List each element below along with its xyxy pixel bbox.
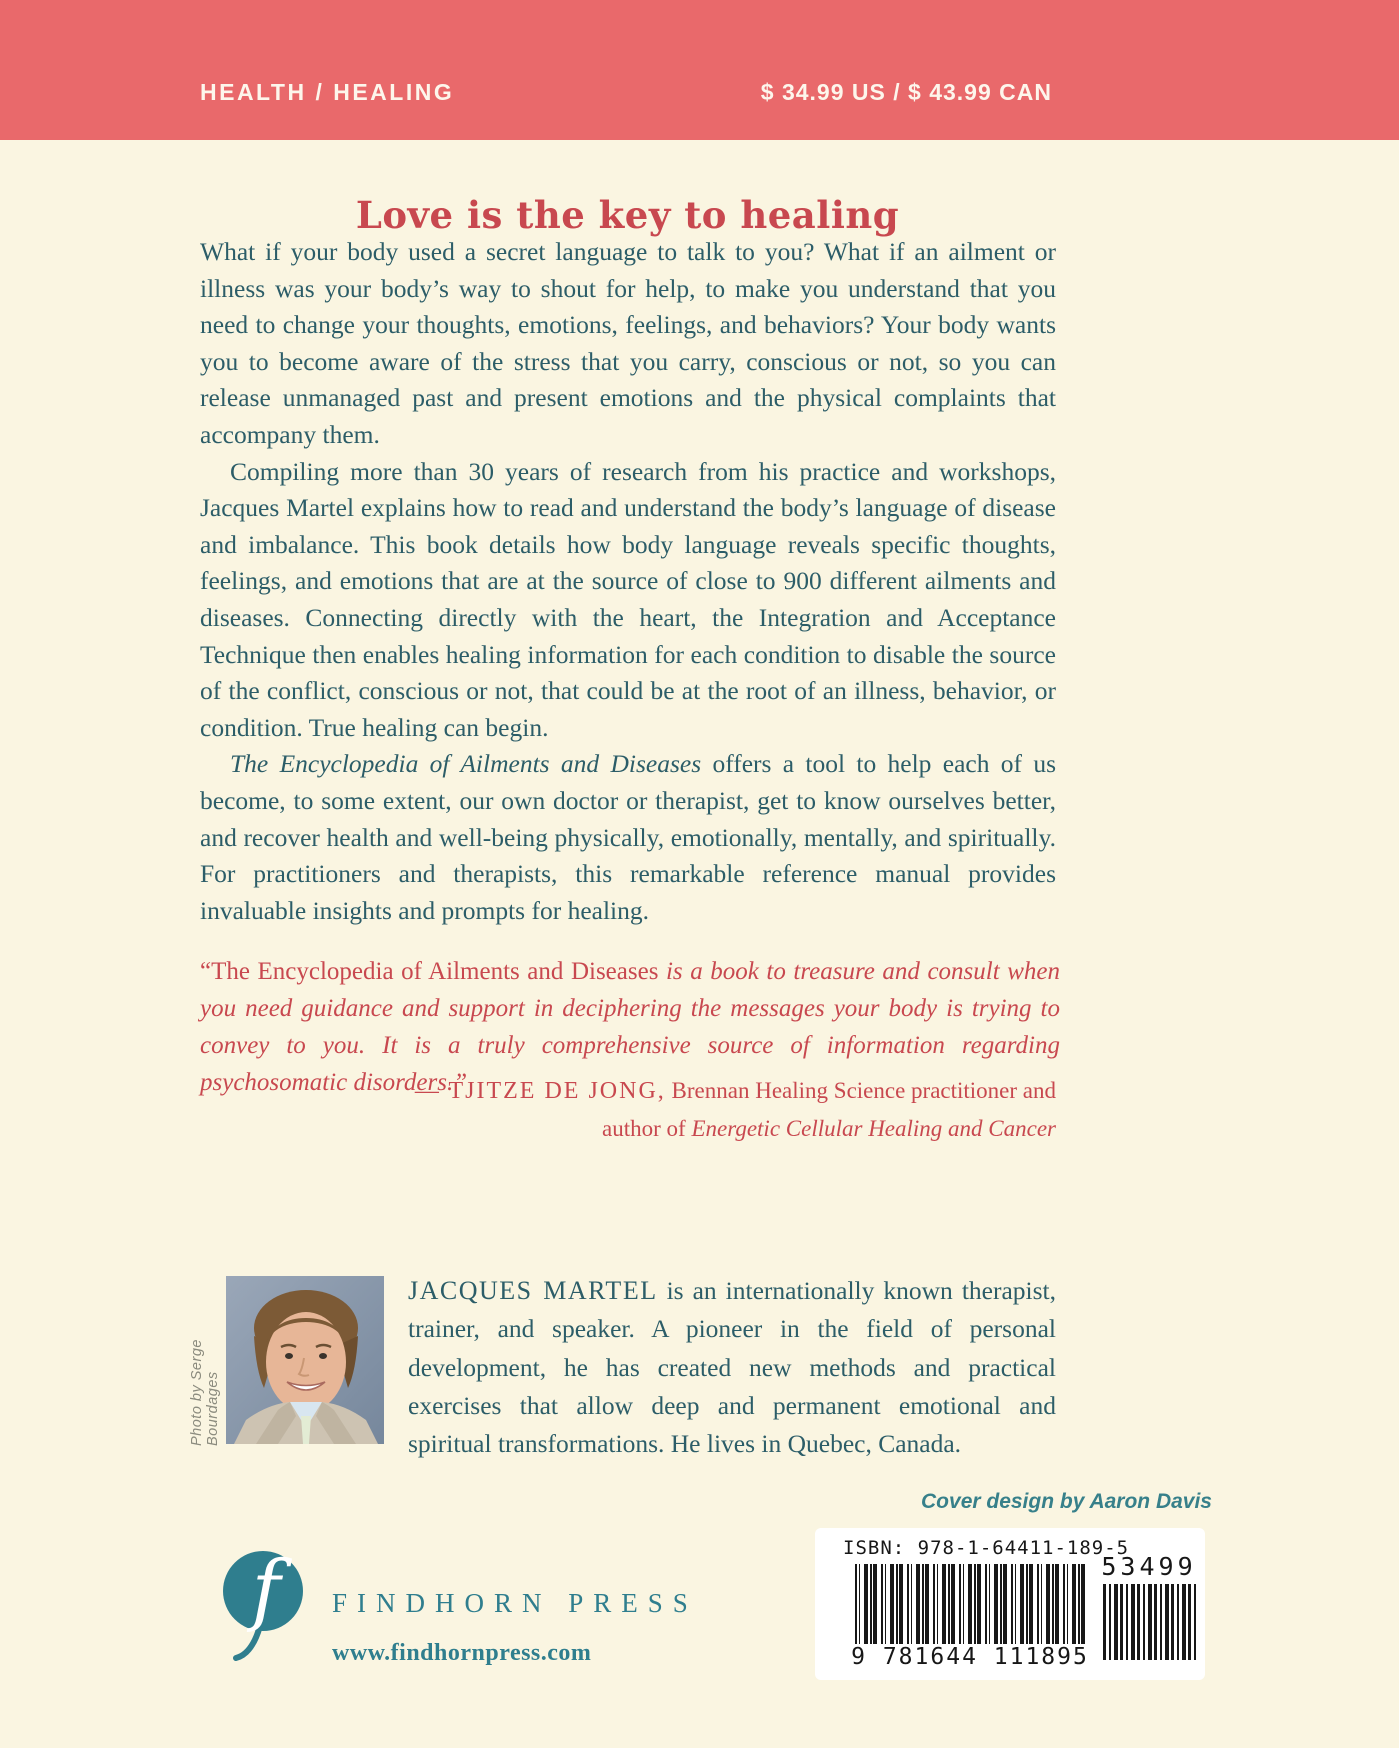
- publisher-name: FINDHORN PRESS: [332, 1588, 698, 1618]
- barcode-digits: 9 781644 111895: [851, 1644, 1089, 1670]
- quote-book-title: “The Encyclopedia of Ailments and Diseases: [200, 958, 659, 985]
- barcode: [815, 1528, 1205, 1680]
- synopsis: [200, 234, 1056, 929]
- author-name: JACQUES MARTEL: [408, 1276, 658, 1305]
- barcode-bars: [855, 1564, 1085, 1644]
- endorser-role: Brennan Healing Science practitioner and: [665, 1078, 1056, 1103]
- attribution-line-2: author of Energetic Cellular Healing and Cancer: [602, 1116, 1056, 1141]
- top-banner: [0, 0, 1399, 140]
- author-bio-text: is an internationally known therapist, trainer, and speaker. A pioneer in the field of personal development, he has created new methods and practical exercises that allow deep and permanent emotional and spiritual transformations. He lives in Quebec, Canada.: [408, 1276, 1056, 1459]
- findhorn-press-logo: [216, 1550, 310, 1664]
- attribution-line-1: [200, 1072, 1056, 1110]
- author-bio: [408, 1272, 1056, 1463]
- synopsis-paragraph-1: What if your body used a secret language to talk to you? What if an ailment or illness was your body’s way to shout for help, to make you understand that you need to change your thoughts, emotions, feelings, and behaviors? Your body wants you to become aware of the stress that you carry, conscious or not, so you can release unmanaged past and present emotions and the physical complaints that accompany them.: [200, 237, 1056, 449]
- endorser-name: — TJITZE DE JONG,: [414, 1078, 666, 1104]
- synopsis-paragraph-2: Compiling more than 30 years of research from his practice and workshops, Jacques Martel explains how to read and understand the body’s language of disease and imbalance. This book details how body language reveals specific thoughts, feelings, and emotions that are at the source of close to 900 different ailments and diseases. Connecting directly with the heart, the Integration and Acceptance Technique then enables healing information for each condition to disable the source of the conflict, conscious or not, that could be at the root of an illness, behavior, or condition. True healing can begin.: [200, 456, 1056, 742]
- synopsis-paragraph-3: The Encyclopedia of Ailments and Diseases offers a tool to help each of us become, to some extent, our own doctor or therapist, get to know ourselves better, and recover health and well-being physically, emotionally, mentally, and spiritually. For practitioners and therapists, this remarkable reference manual provides invaluable insights and prompts for healing.: [200, 749, 1056, 925]
- barcode-addon-bars: [1103, 1584, 1197, 1660]
- barcode-addon-digits: 53499: [1101, 1552, 1197, 1581]
- category-label: HEALTH / HEALING: [200, 78, 455, 105]
- book-title-italic: The Encyclopedia of Ailments and Diseases: [230, 749, 702, 779]
- page-title: Love is the key to healing: [355, 192, 900, 237]
- isbn-label: ISBN: 978-1-64411-189-5: [843, 1537, 1130, 1559]
- photo-credit: Photo by Serge Bourdages: [189, 1339, 221, 1446]
- publisher-website: www.findhornpress.com: [332, 1640, 592, 1666]
- quote-body: is a book to treasure and consult when you need guidance and support in deciphering the messages your body is trying to convey to you. It is a truly comprehensive source of information regarding psychosomatic disorders.”: [200, 958, 1060, 1096]
- quote-attribution: [200, 1072, 1056, 1147]
- price-label: $ 34.99 US / $ 43.99 CAN: [760, 78, 1052, 105]
- author-photo: [226, 1276, 384, 1444]
- endorser-book-title: Energetic Cellular Healing and Cancer: [691, 1116, 1056, 1141]
- svg-text:f: f: [251, 1550, 281, 1635]
- cover-design-credit: Cover design by Aaron Davis: [921, 1490, 1212, 1513]
